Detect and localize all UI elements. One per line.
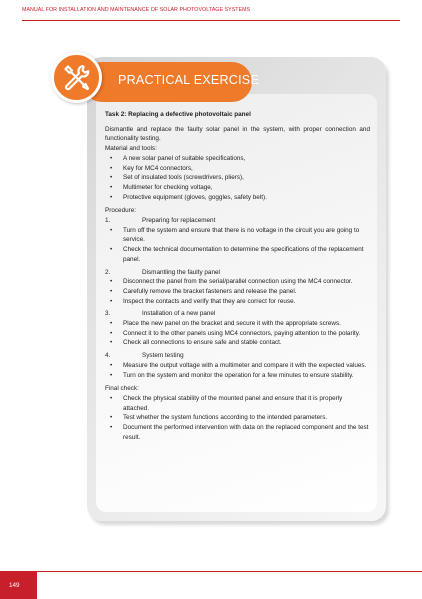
list-item: • Connect it to the other panels using MC4 connectors, paying attention to the polarity. — [105, 329, 370, 339]
list-item: • Turn on the system and monitor the operation for a few minutes to ensure stability. — [105, 371, 370, 381]
list-item: • Carefully remove the bracket fasteners and release the panel. — [105, 287, 370, 297]
step-number: 2. — [105, 268, 111, 276]
list-item: • Protective equipment (gloves, goggles, safety belt). — [105, 193, 370, 203]
list-item: • Check the physical stability of the mounted panel and ensure that it is properly attached. — [105, 394, 370, 413]
list-item: • Inspect the contacts and verify that they are correct for reuse. — [105, 297, 370, 307]
step-bullets — [105, 226, 370, 265]
list-item: • Check all connections to ensure safe and stable contact. — [105, 338, 370, 348]
step-bullets — [105, 277, 370, 306]
step-heading — [105, 351, 370, 361]
list-item: • Check the technical documentation to determine the specifications of the replacement panel. — [105, 245, 370, 264]
list-item: • Test whether the system functions according to the intended parameters. — [105, 413, 370, 423]
step-title: Dismantling the faulty panel — [142, 268, 220, 276]
task-intro: Dismantle and replace the faulty solar panel in the system, with proper connection and functionality testing. — [105, 125, 370, 143]
header-divider — [22, 20, 400, 21]
step-bullets — [105, 361, 370, 380]
step-title: System testing — [142, 352, 184, 360]
footer-divider — [0, 571, 422, 572]
step-heading — [105, 268, 370, 278]
final-check-list — [105, 394, 370, 443]
banner-title: PRACTICAL EXERCISE — [118, 73, 259, 87]
list-item: • Set of insulated tools (screwdrivers, pliers), — [105, 173, 370, 183]
procedure-label: Procedure: — [105, 207, 137, 215]
list-item: • Disconnect the panel from the serial/parallel connection using the MC4 connector. — [105, 277, 370, 287]
step-heading — [105, 216, 370, 226]
final-check-label: Final check: — [105, 385, 139, 393]
task-title: Task 2: Replacing a defective photovoltaic panel — [105, 111, 251, 118]
step-title: Preparing for replacement — [142, 217, 216, 225]
list-item: • Measure the output voltage with a multimeter and compare it with the expected values. — [105, 361, 370, 371]
step-title: Installation of a new panel — [142, 310, 216, 318]
page-number: 149 — [9, 582, 20, 589]
list-item: • A new solar panel of suitable specifications, — [105, 154, 370, 164]
step-heading — [105, 309, 370, 319]
materials-list — [105, 154, 370, 203]
list-item: • Key for MC4 connectors, — [105, 164, 370, 174]
list-item: • Place the new panel on the bracket and secure it with the appropriate screws. — [105, 319, 370, 329]
tools-badge — [51, 52, 102, 103]
step-number: 1. — [105, 217, 111, 225]
step-number: 4. — [105, 352, 111, 360]
materials-label: Material and tools: — [105, 145, 157, 153]
step-bullets — [105, 319, 370, 348]
list-item: • Turn off the system and ensure that there is no voltage in the circuit you are going to service. — [105, 226, 370, 245]
wrench-screwdriver-icon — [62, 63, 91, 92]
list-item: • Document the performed intervention with data on the replaced component and the test result. — [105, 423, 370, 442]
list-item: • Multimeter for checking voltage, — [105, 183, 370, 193]
exercise-content — [105, 108, 370, 443]
running-header: MANUAL FOR INSTALLATION AND MAINTENANCE OF SOLAR PHOTOVOLTAGE SYSTEMS — [22, 7, 251, 13]
step-number: 3. — [105, 310, 111, 318]
